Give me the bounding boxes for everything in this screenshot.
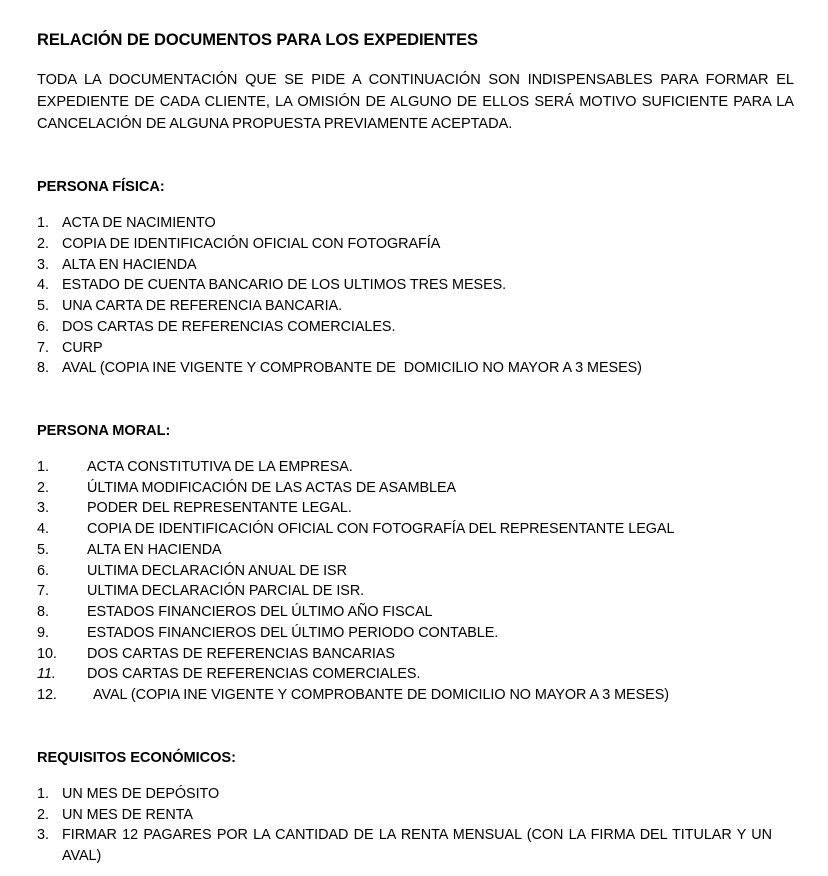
list-item — [37, 317, 793, 338]
list-item — [37, 581, 793, 602]
list-item-text: UNA CARTA DE REFERENCIA BANCARIA. — [62, 298, 343, 315]
list-item-number: 2. — [37, 806, 49, 823]
section-heading-persona-fisica: PERSONA FÍSICA: — [37, 179, 165, 196]
list-item-text: ULTIMA DECLARACIÓN ANUAL DE ISR — [87, 562, 347, 579]
list-item-number: 7. — [37, 339, 49, 356]
list-item-number: 4. — [37, 277, 49, 294]
list-item — [37, 623, 793, 644]
intro-paragraph: TODA LA DOCUMENTACIÓN QUE SE PIDE A CONTINUACIÓN SON INDISPENSABLES PARA FORMAR EL EXPEDIENTE DE CADA CLIENTE, LA OMISIÓN DE ALGUNO DE ELLOS SERÁ MOTIVO SUFICIENTE PARA LA CANCELACIÓN DE ALGUNA PROPUESTA PREVIAMENTE ACEPTADA. — [37, 71, 794, 132]
list-item-text: COPIA DE IDENTIFICACIÓN OFICIAL CON FOTOGRAFÍA — [62, 235, 441, 252]
list-item — [37, 540, 793, 561]
list-item-text: ULTIMA DECLARACIÓN PARCIAL DE ISR. — [87, 583, 365, 600]
list-item-text: DOS CARTAS DE REFERENCIAS BANCARIAS — [87, 645, 395, 662]
list-item-number: 1. — [37, 215, 49, 232]
list-item-number: 10. — [37, 645, 57, 662]
list-item-text: DOS CARTAS DE REFERENCIAS COMERCIALES. — [87, 666, 421, 683]
list-item — [37, 498, 793, 519]
list-item-number: 6. — [37, 562, 49, 579]
list-item — [37, 519, 793, 540]
section-heading-persona-moral: PERSONA MORAL: — [37, 423, 171, 440]
list-item-number: 12. — [37, 687, 57, 704]
list-item-text: FIRMAR 12 PAGARES POR LA CANTIDAD DE LA RENTA MENSUAL (CON LA FIRMA DEL TITULAR Y UN AVAL) — [62, 827, 776, 865]
list-item-number: 2. — [37, 479, 49, 496]
list-item — [37, 255, 793, 276]
list-item-text: COPIA DE IDENTIFICACIÓN OFICIAL CON FOTOGRAFÍA DEL REPRESENTANTE LEGAL — [87, 521, 675, 538]
page-title: RELACIÓN DE DOCUMENTOS PARA LOS EXPEDIENTES — [37, 31, 478, 49]
list-item-number: 5. — [37, 541, 49, 558]
list-item-text: ESTADO DE CUENTA BANCARIO DE LOS ULTIMOS TRES MESES. — [62, 277, 507, 294]
list-item-number: 1. — [37, 459, 49, 476]
spacer — [37, 439, 793, 457]
list-item — [37, 825, 793, 866]
list-item-text: ESTADOS FINANCIEROS DEL ÚLTIMO PERIODO CONTABLE. — [87, 624, 499, 641]
list-item-number: 6. — [37, 318, 49, 335]
list-item — [37, 457, 793, 478]
list-item — [37, 644, 793, 665]
spacer — [37, 195, 793, 213]
list-item — [37, 213, 793, 234]
list-item-number: 3. — [37, 256, 49, 273]
spacer — [37, 766, 793, 784]
list-item — [37, 296, 793, 317]
list-item — [37, 805, 793, 826]
list-item — [37, 685, 793, 706]
list-item — [37, 478, 793, 499]
list-item-text: ALTA EN HACIENDA — [87, 541, 222, 558]
list-item-text: UN MES DE DEPÓSITO — [62, 785, 220, 802]
list-item-text: ÚLTIMA MODIFICACIÓN DE LAS ACTAS DE ASAMBLEA — [87, 479, 457, 496]
list-item-number: 8. — [37, 360, 49, 377]
list-item — [37, 561, 793, 582]
list-item — [37, 275, 793, 296]
list-item-text: UN MES DE RENTA — [62, 806, 193, 823]
spacer — [37, 706, 793, 750]
list-item-number: 3. — [37, 500, 49, 517]
list-item-number: 1. — [37, 785, 49, 802]
list-item — [37, 602, 793, 623]
list-item — [37, 358, 793, 379]
spacer — [37, 379, 793, 423]
list-item-text: ACTA DE NACIMIENTO — [62, 215, 216, 232]
list-item-text: CURP — [62, 339, 103, 356]
list-item-text: ACTA CONSTITUTIVA DE LA EMPRESA. — [87, 459, 353, 476]
list-item — [37, 338, 793, 359]
list-persona-moral — [37, 457, 793, 706]
list-item — [37, 664, 793, 685]
list-item-number: 3. — [37, 827, 49, 844]
list-item-text: PODER DEL REPRESENTANTE LEGAL. — [87, 500, 352, 517]
list-item — [37, 234, 793, 255]
list-item-text: ALTA EN HACIENDA — [62, 256, 197, 273]
list-item-text: ESTADOS FINANCIEROS DEL ÚLTIMO AÑO FISCAL — [87, 604, 433, 621]
list-item-number: 9. — [37, 624, 49, 641]
list-item-text: DOS CARTAS DE REFERENCIAS COMERCIALES. — [62, 318, 396, 335]
list-requisitos-economicos — [37, 784, 793, 867]
list-item — [37, 784, 793, 805]
list-item-number: 2. — [37, 235, 49, 252]
list-item-text: AVAL (COPIA INE VIGENTE Y COMPROBANTE DE DOMICILIO NO MAYOR A 3 MESES) — [93, 687, 669, 704]
section-heading-requisitos-economicos: REQUISITOS ECONÓMICOS: — [37, 749, 236, 766]
spacer — [37, 135, 793, 179]
list-item-text: AVAL (COPIA INE VIGENTE Y COMPROBANTE DE DOMICILIO NO MAYOR A 3 MESES) — [62, 360, 642, 377]
list-item-number: 11. — [37, 666, 56, 683]
list-item-number: 4. — [37, 521, 49, 538]
list-persona-fisica — [37, 213, 793, 379]
list-item-number: 8. — [37, 604, 49, 621]
list-item-number: 5. — [37, 298, 49, 315]
list-item-number: 7. — [37, 583, 49, 600]
